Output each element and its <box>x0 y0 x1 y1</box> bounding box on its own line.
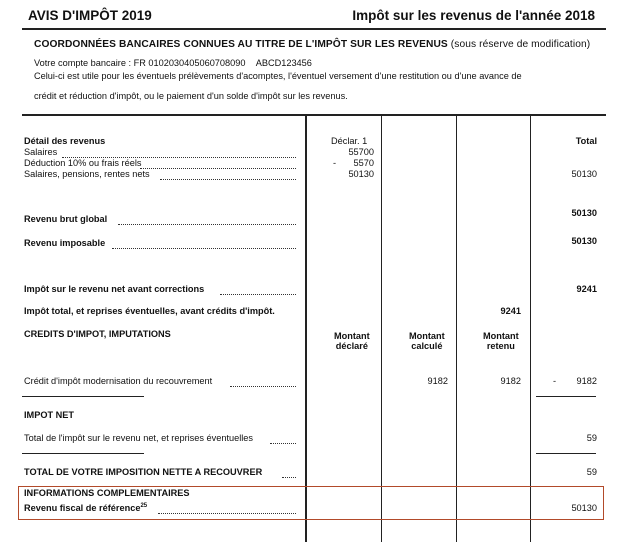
deduction-sign: - <box>333 158 337 168</box>
table-top-rule <box>22 114 606 116</box>
income-year-title: Impôt sur les revenus de l'année 2018 <box>352 8 595 23</box>
nets-label: Salaires, pensions, rentes nets <box>24 169 150 179</box>
brut-label: Revenu brut global <box>24 214 108 224</box>
rfr-value: 50130 <box>571 503 597 513</box>
credit-sign: - <box>553 376 557 386</box>
total-rule <box>536 396 596 397</box>
impot-net-title: IMPOT NET <box>24 410 75 420</box>
brut-total: 50130 <box>571 208 597 218</box>
column-divider-4 <box>530 114 531 542</box>
credit-modernisation-label: Crédit d'impôt modernisation du recouvrement <box>24 376 213 386</box>
bank-section-title: COORDONNÉES BANCAIRES CONNUES AU TITRE DE L'IMPÔT SUR LES REVENUS (sous réserve de modification) <box>34 39 591 50</box>
total-imposition-label: TOTAL DE VOTRE IMPOSITION NETTE A RECOUVRER <box>24 467 263 477</box>
leader-dots <box>220 294 296 295</box>
bank-note-line-1: Celui-ci est utile pour les éventuels prélèvements d'acomptes, l'éventuel versement d'une restitution ou d'une avance de <box>34 71 522 81</box>
bank-account: Votre compte bancaire : FR 0102030405060708090 ABCD123456 <box>34 58 312 68</box>
deduction-label: Déduction 10% ou frais réels <box>24 158 142 168</box>
impot-total-label: Impôt total, et reprises éventuelles, avant crédits d'impôt. <box>24 306 275 316</box>
impot-total-value: 9241 <box>500 306 521 316</box>
column-divider-3 <box>456 114 457 542</box>
section-rule <box>22 396 144 397</box>
detail-title: Détail des revenus <box>24 136 106 146</box>
impot-net-total: 9241 <box>576 284 597 294</box>
credit-total: 9182 <box>576 376 597 386</box>
section-rule <box>22 453 144 454</box>
nets-total: 50130 <box>571 169 597 179</box>
credits-title: CREDITS D'IMPOT, IMPUTATIONS <box>24 329 171 339</box>
total-imposition-value: 59 <box>586 467 597 477</box>
bank-note-line-2: crédit et réduction d'impôt, ou le paiement d'un solde d'impôt sur les revenus. <box>34 91 348 101</box>
deduction-value: 5570 <box>353 158 374 168</box>
leader-dots <box>112 248 296 249</box>
leader-dots <box>160 179 296 180</box>
column-divider-2 <box>381 114 382 542</box>
montant-calcule-header: Montant calculé <box>409 331 445 351</box>
credit-retenu: 9182 <box>500 376 521 386</box>
leader-dots <box>270 443 296 444</box>
notice-title: AVIS D'IMPÔT 2019 <box>28 8 152 23</box>
header-divider <box>22 28 606 30</box>
leader-dots <box>282 477 296 478</box>
leader-dots <box>140 168 296 169</box>
total-impot-value: 59 <box>586 433 597 443</box>
leader-dots <box>118 224 296 225</box>
imposable-label: Revenu imposable <box>24 238 106 248</box>
info-title: INFORMATIONS COMPLEMENTAIRES <box>24 488 190 498</box>
total-rule <box>536 453 596 454</box>
salaires-value: 55700 <box>348 147 374 157</box>
column-divider-1 <box>305 114 307 542</box>
nets-value: 50130 <box>348 169 374 179</box>
highlight-box <box>18 486 604 520</box>
rfr-label: Revenu fiscal de référence$^{25}$ <box>24 503 148 514</box>
credit-calcule: 9182 <box>427 376 448 386</box>
leader-dots <box>230 386 296 387</box>
column-header-total: Total <box>575 136 597 146</box>
total-impot-label: Total de l'impôt sur le revenu net, et reprises éventuelles <box>24 433 254 443</box>
salaires-label: Salaires <box>24 147 58 157</box>
column-header-declar: Déclar. 1 <box>331 136 368 146</box>
montant-declare-header: Montant déclaré <box>334 331 370 351</box>
impot-net-label: Impôt sur le revenu net avant corrections <box>24 284 205 294</box>
imposable-total: 50130 <box>571 236 597 246</box>
montant-retenu-header: Montant retenu <box>483 331 519 351</box>
